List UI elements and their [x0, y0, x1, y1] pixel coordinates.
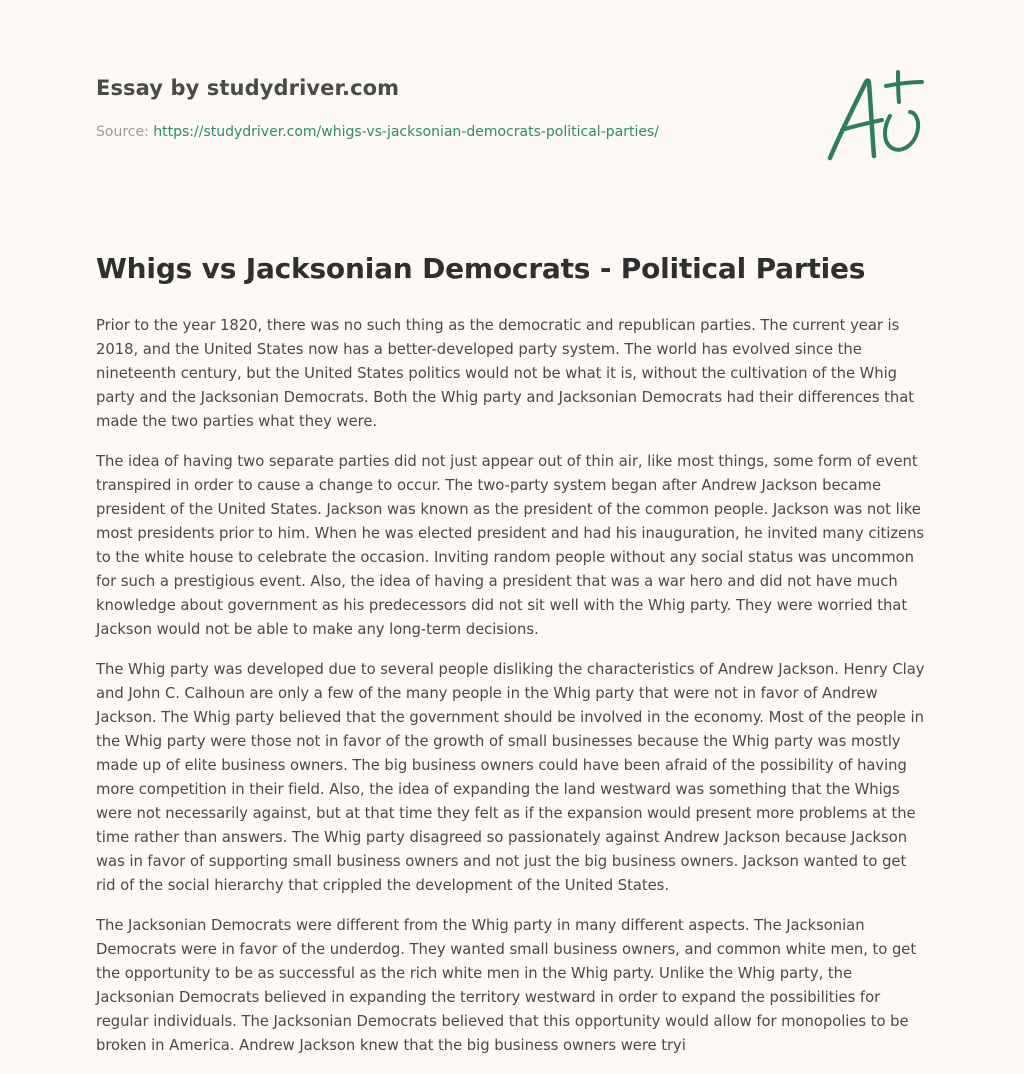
- a-plus-grade-icon: [820, 66, 932, 166]
- essay-paragraph: The Whig party was developed due to several people disliking the characteristics of Andrew Jackson. Henry Clay and John C. Calhoun are only a few of the many people in the Whig party that were not in favor of Andrew Jackson. The Whig party believed that the government should be involved in the economy. Most of the people in the Whig party were those not in favor of the growth of small businesses because the Whig party was mostly made up of elite business owners. The big business owners could have been afraid of the possibility of having more competition in their field. Also, the idea of expanding the land westward was something that the Whigs were not necessarily against, but at that time they felt as if the expansion would present more problems at the time rather than answers. The Whig party disagreed so passionately against Andrew Jackson because Jackson was in favor of supporting small business owners and not just the big business owners. Jackson wanted to get rid of the social hierarchy that crippled the development of the United States.: [96, 661, 925, 894]
- essay-title: Whigs vs Jacksonian Democrats - Political Parties: [96, 252, 866, 285]
- essay-paragraph: The idea of having two separate parties did not just appear out of thin air, like most things, some form of event transpired in order to cause a change to occur. The two-party system began after Andrew Jackson became president of the United States. Jackson was known as the president of the common people. Jackson was not like most presidents prior to him. When he was elected president and had his inauguration, he invited many citizens to the white house to celebrate the occasion. Inviting random people without any social status was uncommon for such a prestigious event. Also, the idea of having a president that was a war hero and did not have much knowledge about government as his predecessors did not sit well with the Whig party. They were worried that Jackson would not be able to make any long-term decisions.: [96, 453, 925, 638]
- essay-body: [96, 314, 928, 1074]
- source-label: Source:: [96, 124, 154, 140]
- essay-paragraph: The Jacksonian Democrats were different from the Whig party in many different aspects. The Jacksonian Democrats were in favor of the underdog. They wanted small business owners, and common white men, to get the opportunity to be as successful as the rich white men in the Whig party. Unlike the Whig party, the Jacksonian Democrats believed in expanding the territory westward in order to expand the possibilities for regular individuals. The Jacksonian Democrats believed that this opportunity would allow for monopolies to be broken in America. Andrew Jackson knew that the big business owners were tryi: [96, 917, 917, 1054]
- source-line: [96, 124, 659, 140]
- essay-paragraph: Prior to the year 1820, there was no such thing as the democratic and republican parties. The current year is 2018, and the United States now has a better-developed party system. The world has evolved since the nineteenth century, but the United States politics would not be what it is, without the cultivation of the Whig party and the Jacksonian Democrats. Both the Whig party and Jacksonian Democrats had their differences that made the two parties what they were.: [96, 317, 915, 430]
- site-brand: Essay by studydriver.com: [96, 76, 400, 100]
- source-link[interactable]: https://studydriver.com/whigs-vs-jacksonian-democrats-political-parties/: [153, 124, 659, 140]
